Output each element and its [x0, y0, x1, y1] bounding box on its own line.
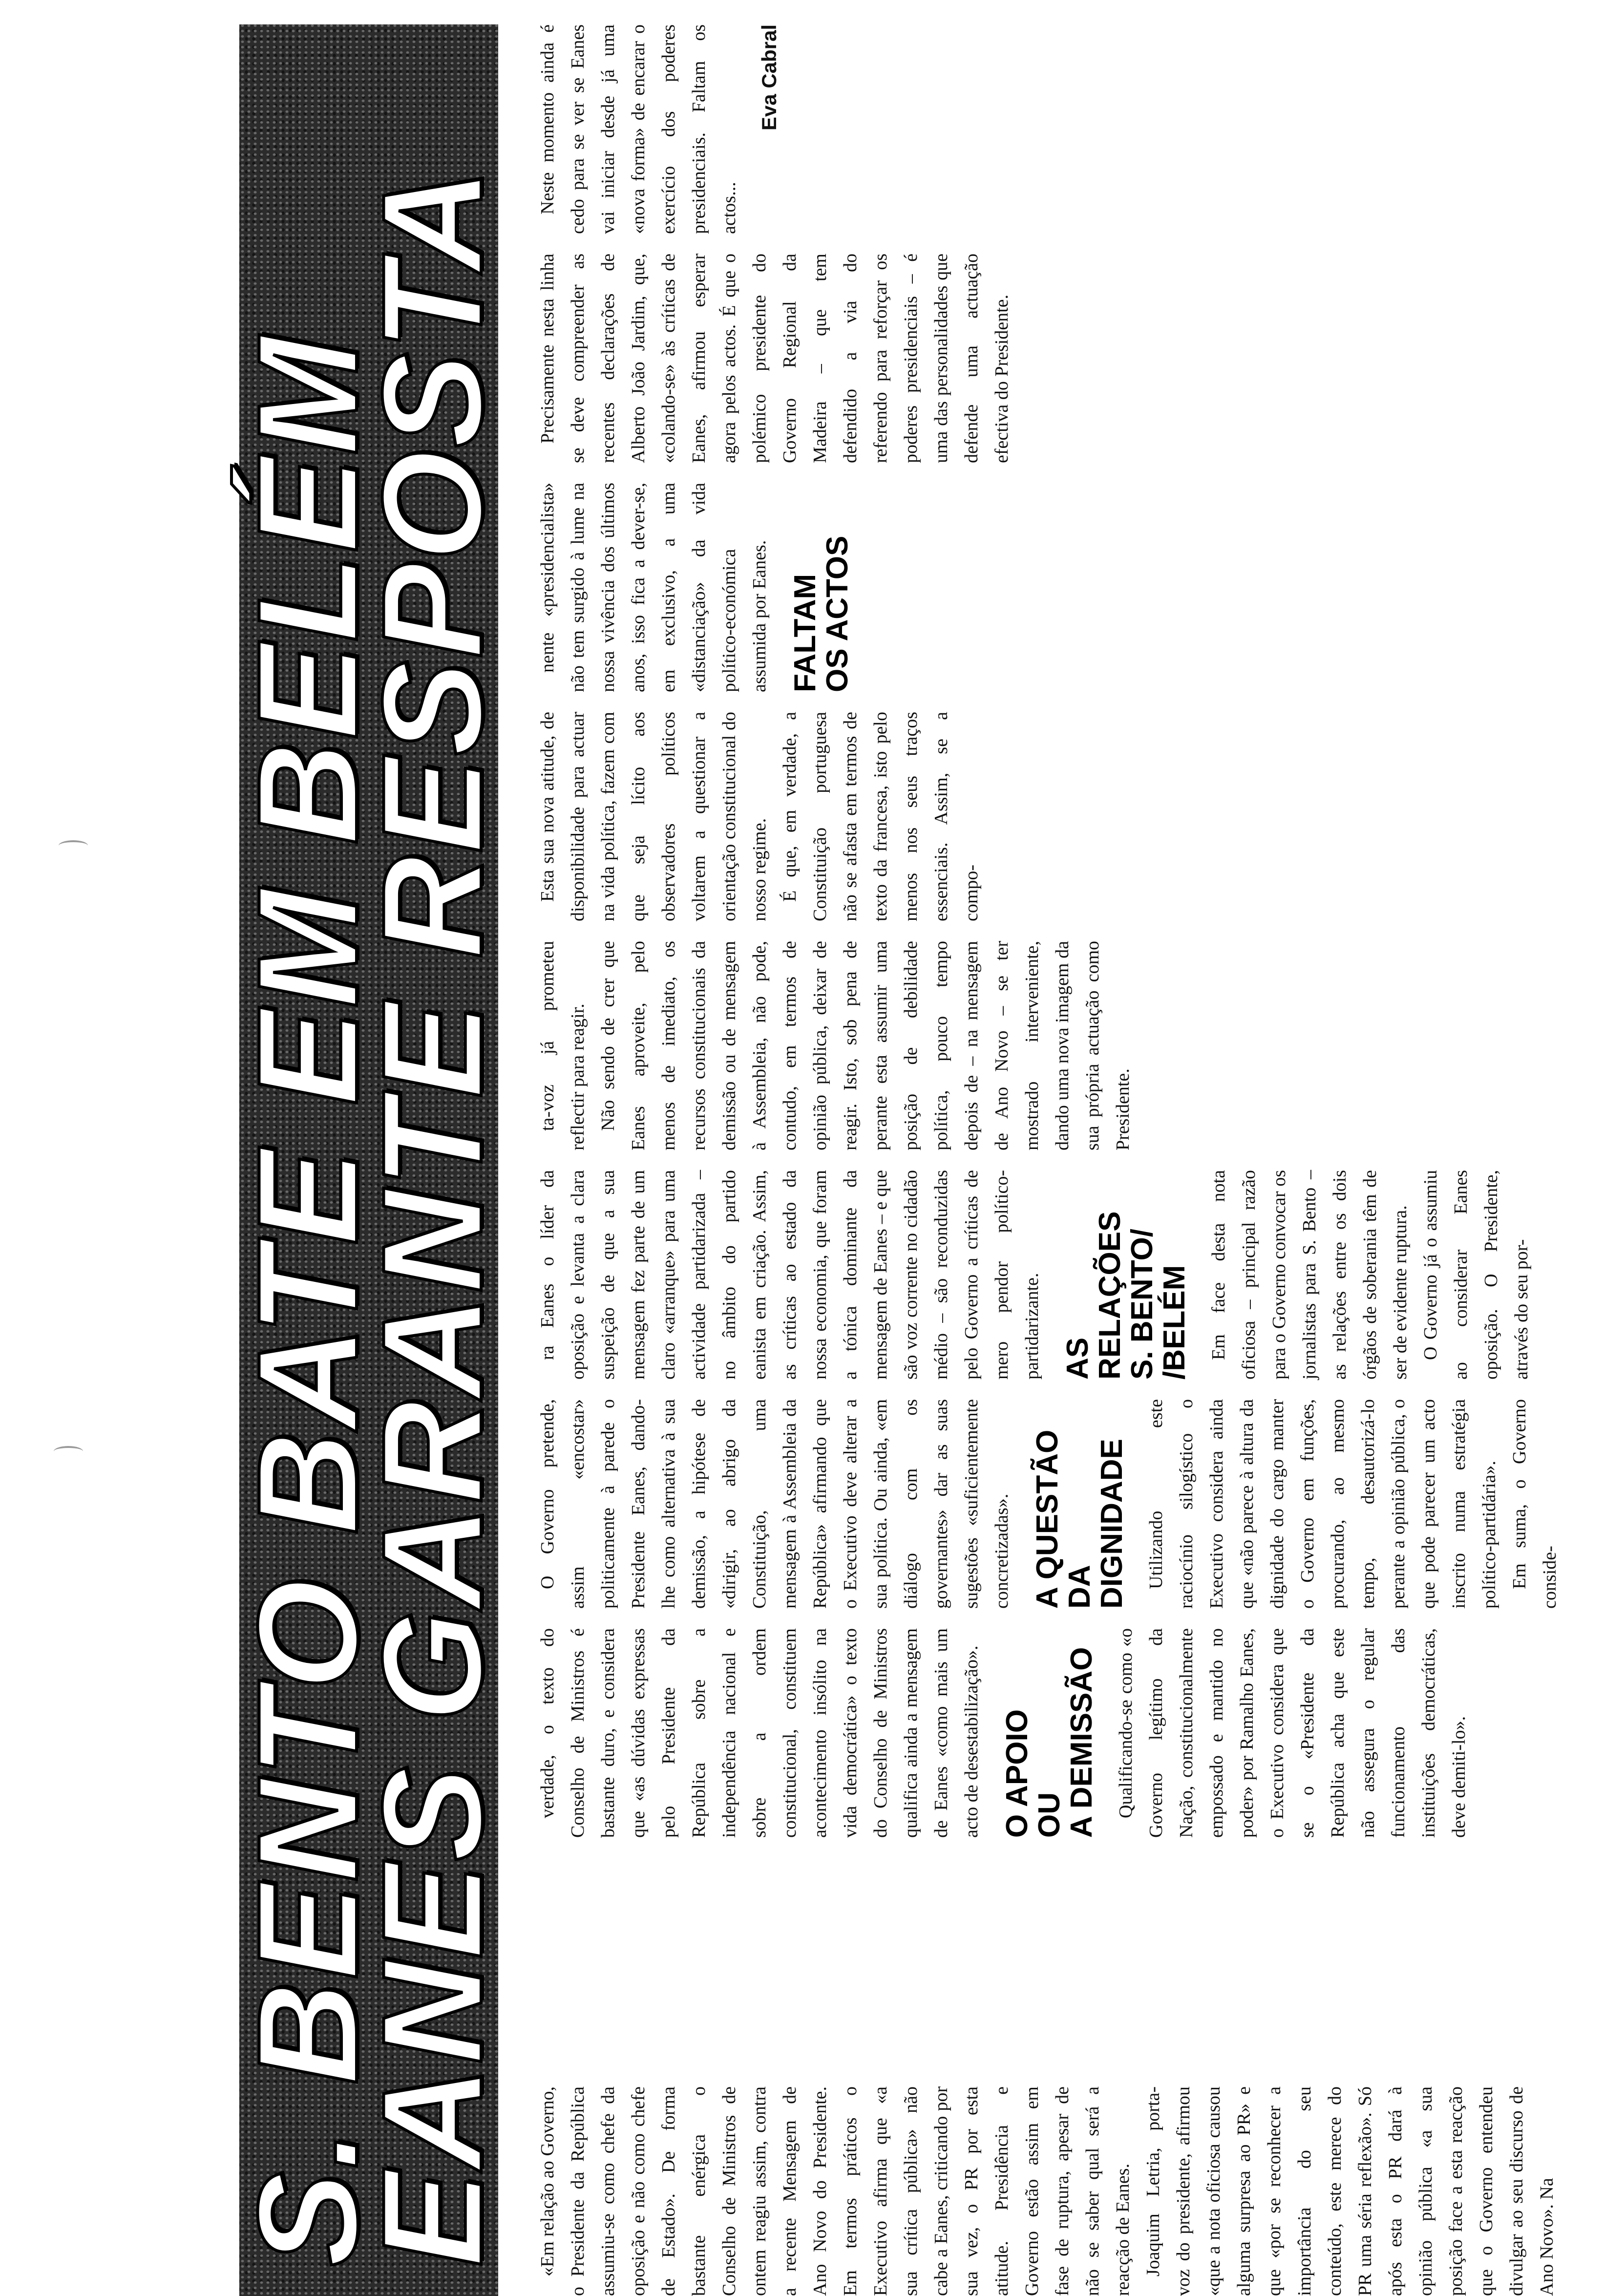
paragraph: ra Eanes o líder da oposição e levanta a clara suspeição de que a sua mensagem fez parte de um claro «arranque» para uma actividade partidarizada – no âmbito do partido eanista em criação. Assim, as críticas ao estado da nossa economia, que foram a tónica dominante da mensagem de Eanes – e que são voz corrente no cidadão médio – são reconduzidas pelo Governo a críticas de mero pendor político-partidarizante.: [537, 1170, 1042, 1380]
paragraph: O Governo pretende, assim «encostar» politicamente à parede o Presidente Eanes, dando-lhe como alternativa à sua demissão, a hipótese de «dirigir, ao abrigo da Constituição, uma mensagem à Assembleia da República» afirmando que o Executivo deve alterar a sua política. Ou ainda, «em diálogo com os governantes» dar as suas sugestões «suficientemente concretizadas».: [537, 1399, 1012, 1609]
scan-mark: [59, 840, 88, 851]
paragraph: Precisamente nesta linha se deve compreender as recentes declarações de Alberto João Jardim, que, «colando-se» às críticas de Eanes, afirmou esperar agora pelos actos. É que o polémico presidente do Governo Regional da Madeira – que tem defendido a via do referendo para reforçar os poderes presidenciais – é uma das personalidades que defende uma actuação efectiva do Presidente.: [537, 254, 1012, 463]
paragraph: ta-voz já prometeu reflectir para reagir.: [537, 941, 588, 1150]
section-heading: FALTAM OS ACTOS: [788, 535, 854, 692]
headline-line-2: EANES GARANTE RESPOSTA: [353, 166, 511, 2267]
article-column: [532, 1170, 1565, 1380]
newspaper-article: [229, 24, 1560, 2296]
article-column: [532, 483, 1565, 692]
article-column: [532, 1857, 1565, 2067]
paragraph: Não sendo de crer que Eanes aproveite, pelo menos de imediato, os recursos constitucionais da demissão ou de mensagem à Assembleia, não pode, contudo, em termos de opinião pública, deixar de reagir. Isto, sob pena de perante esta assumir uma posição de debilidade política, pouco tempo depois de – na mensagem de Ano Novo – se ter mostrado interveniente, dando uma nova imagem da sua própria actuação como Presidente.: [598, 941, 1133, 1150]
headline-banner: [229, 24, 511, 2296]
article-column: [532, 712, 1565, 921]
article-column: [532, 941, 1565, 1150]
article-column: [532, 1628, 1565, 1838]
section-heading: O APOIO OU A DEMISSÃO: [1000, 1647, 1098, 1838]
paragraph: Joaquim Letria, porta-voz do presidente, afirmou «que a nota oficiosa causou alguma surpresa ao PR» e que «por se reconhecer a importância do seu conteúdo, este merece do PR uma séria reflexão». Só após esta o PR dará à opinião pública «a sua posição face a esta reacção que o Governo entendeu divulgar ao seu discurso de Ano Novo». Na: [1143, 2086, 1557, 2296]
paragraph: nente «presidencialista» não tem surgido à lume na nossa vivência dos últimos anos, isso fica a dever-se, em exclusivo, a uma «distanciação» da vida político-económica assumida por Eanes.: [537, 483, 770, 692]
article-column: [532, 2086, 1565, 2296]
paragraph: Utilizando este raciocínio silogístico o Executivo considera ainda que «não parece à altura da dignidade do cargo manter o Governo em funções, procurando, ao mesmo tempo, desautorizá-lo perante a opinião pública, o que pode parecer um acto inscrito numa estratégia político-partidária».: [1146, 1399, 1499, 1609]
section-heading: AS RELAÇÕES S. BENTO/ /BELÉM: [1061, 1211, 1191, 1380]
paragraph: Qualificando-se como «o Governo legítimo da Nação, constitucionalmente empossado e mantido no poder» por Ramalho Eanes, o Executivo considera que se o «Presidente da República acha que este não assegura o regular funcionamento das instituições democráticas, deve demiti-lo».: [1116, 1628, 1469, 1838]
paragraph: Esta sua nova atitude, de disponibilidade para actuar na vida política, fazem com que seja lícito aos observadores políticos voltarem a questionar a orientação constitucional do nosso regime.: [537, 712, 770, 921]
paragraph: verdade, o texto do Conselho de Ministros é bastante duro, e considera que «as dúvidas expressas pelo Presidente da República sobre a independência nacional e sobre a ordem constitucional, constituem acontecimento insólito na vida democrática» o texto do Conselho de Ministros qualifica ainda a mensagem de Eanes «como mais um acto de desestabilização».: [537, 1628, 982, 1838]
paragraph: É que, em verdade, a Constituição portuguesa não se afasta em termos de texto da francesa, isto pelo menos nos seus traços essenciais. Assim, se a compo-: [780, 712, 982, 921]
paragraph: «Em relação ao Governo, o Presidente da República assumiu-se como chefe da oposição e não como chefe de Estado». De forma bastante enérgica o Conselho de Ministros de ontem reagiu assim, contra a recente Mensagem de Ano Novo do Presidente. Em termos práticos o Executivo afirma que «a sua crítica pública» não cabe a Eanes, criticando por sua vez, o PR por esta atitude. Presidência e Governo estão assim em fase de ruptura, apesar de não se saber qual será a reacção de Eanes.: [537, 2086, 1133, 2296]
paragraph: Em face desta nota oficiosa – principal razão para o Governo convocar os jornalistas para S. Bento – as relações entre os dois órgãos de soberania têm de ser de evidente ruptura.: [1208, 1170, 1411, 1380]
paragraph: Neste momento ainda é cedo para se ver se Eanes vai iniciar desde já uma «nova forma» de encarar o exercício dos poderes presidenciais. Faltam os actos...: [537, 24, 739, 234]
section-heading: A QUESTÃO DA DIGNIDADE: [1031, 1429, 1129, 1609]
headline-line-1: S. BENTO BATE EM BELÉM: [229, 334, 387, 2267]
scan-mark: [54, 1446, 83, 1457]
paragraph: Em suma, o Governo conside-: [1509, 1399, 1560, 1609]
article-column: [532, 24, 1565, 234]
author-byline: Eva Cabral: [758, 24, 780, 131]
article-body: [532, 24, 1560, 2296]
article-column: [532, 254, 1565, 463]
paragraph: O Governo já o assumiu ao considerar Eanes oposição. O Presidente, através do seu por-: [1420, 1170, 1532, 1380]
article-column: [532, 1399, 1565, 1609]
